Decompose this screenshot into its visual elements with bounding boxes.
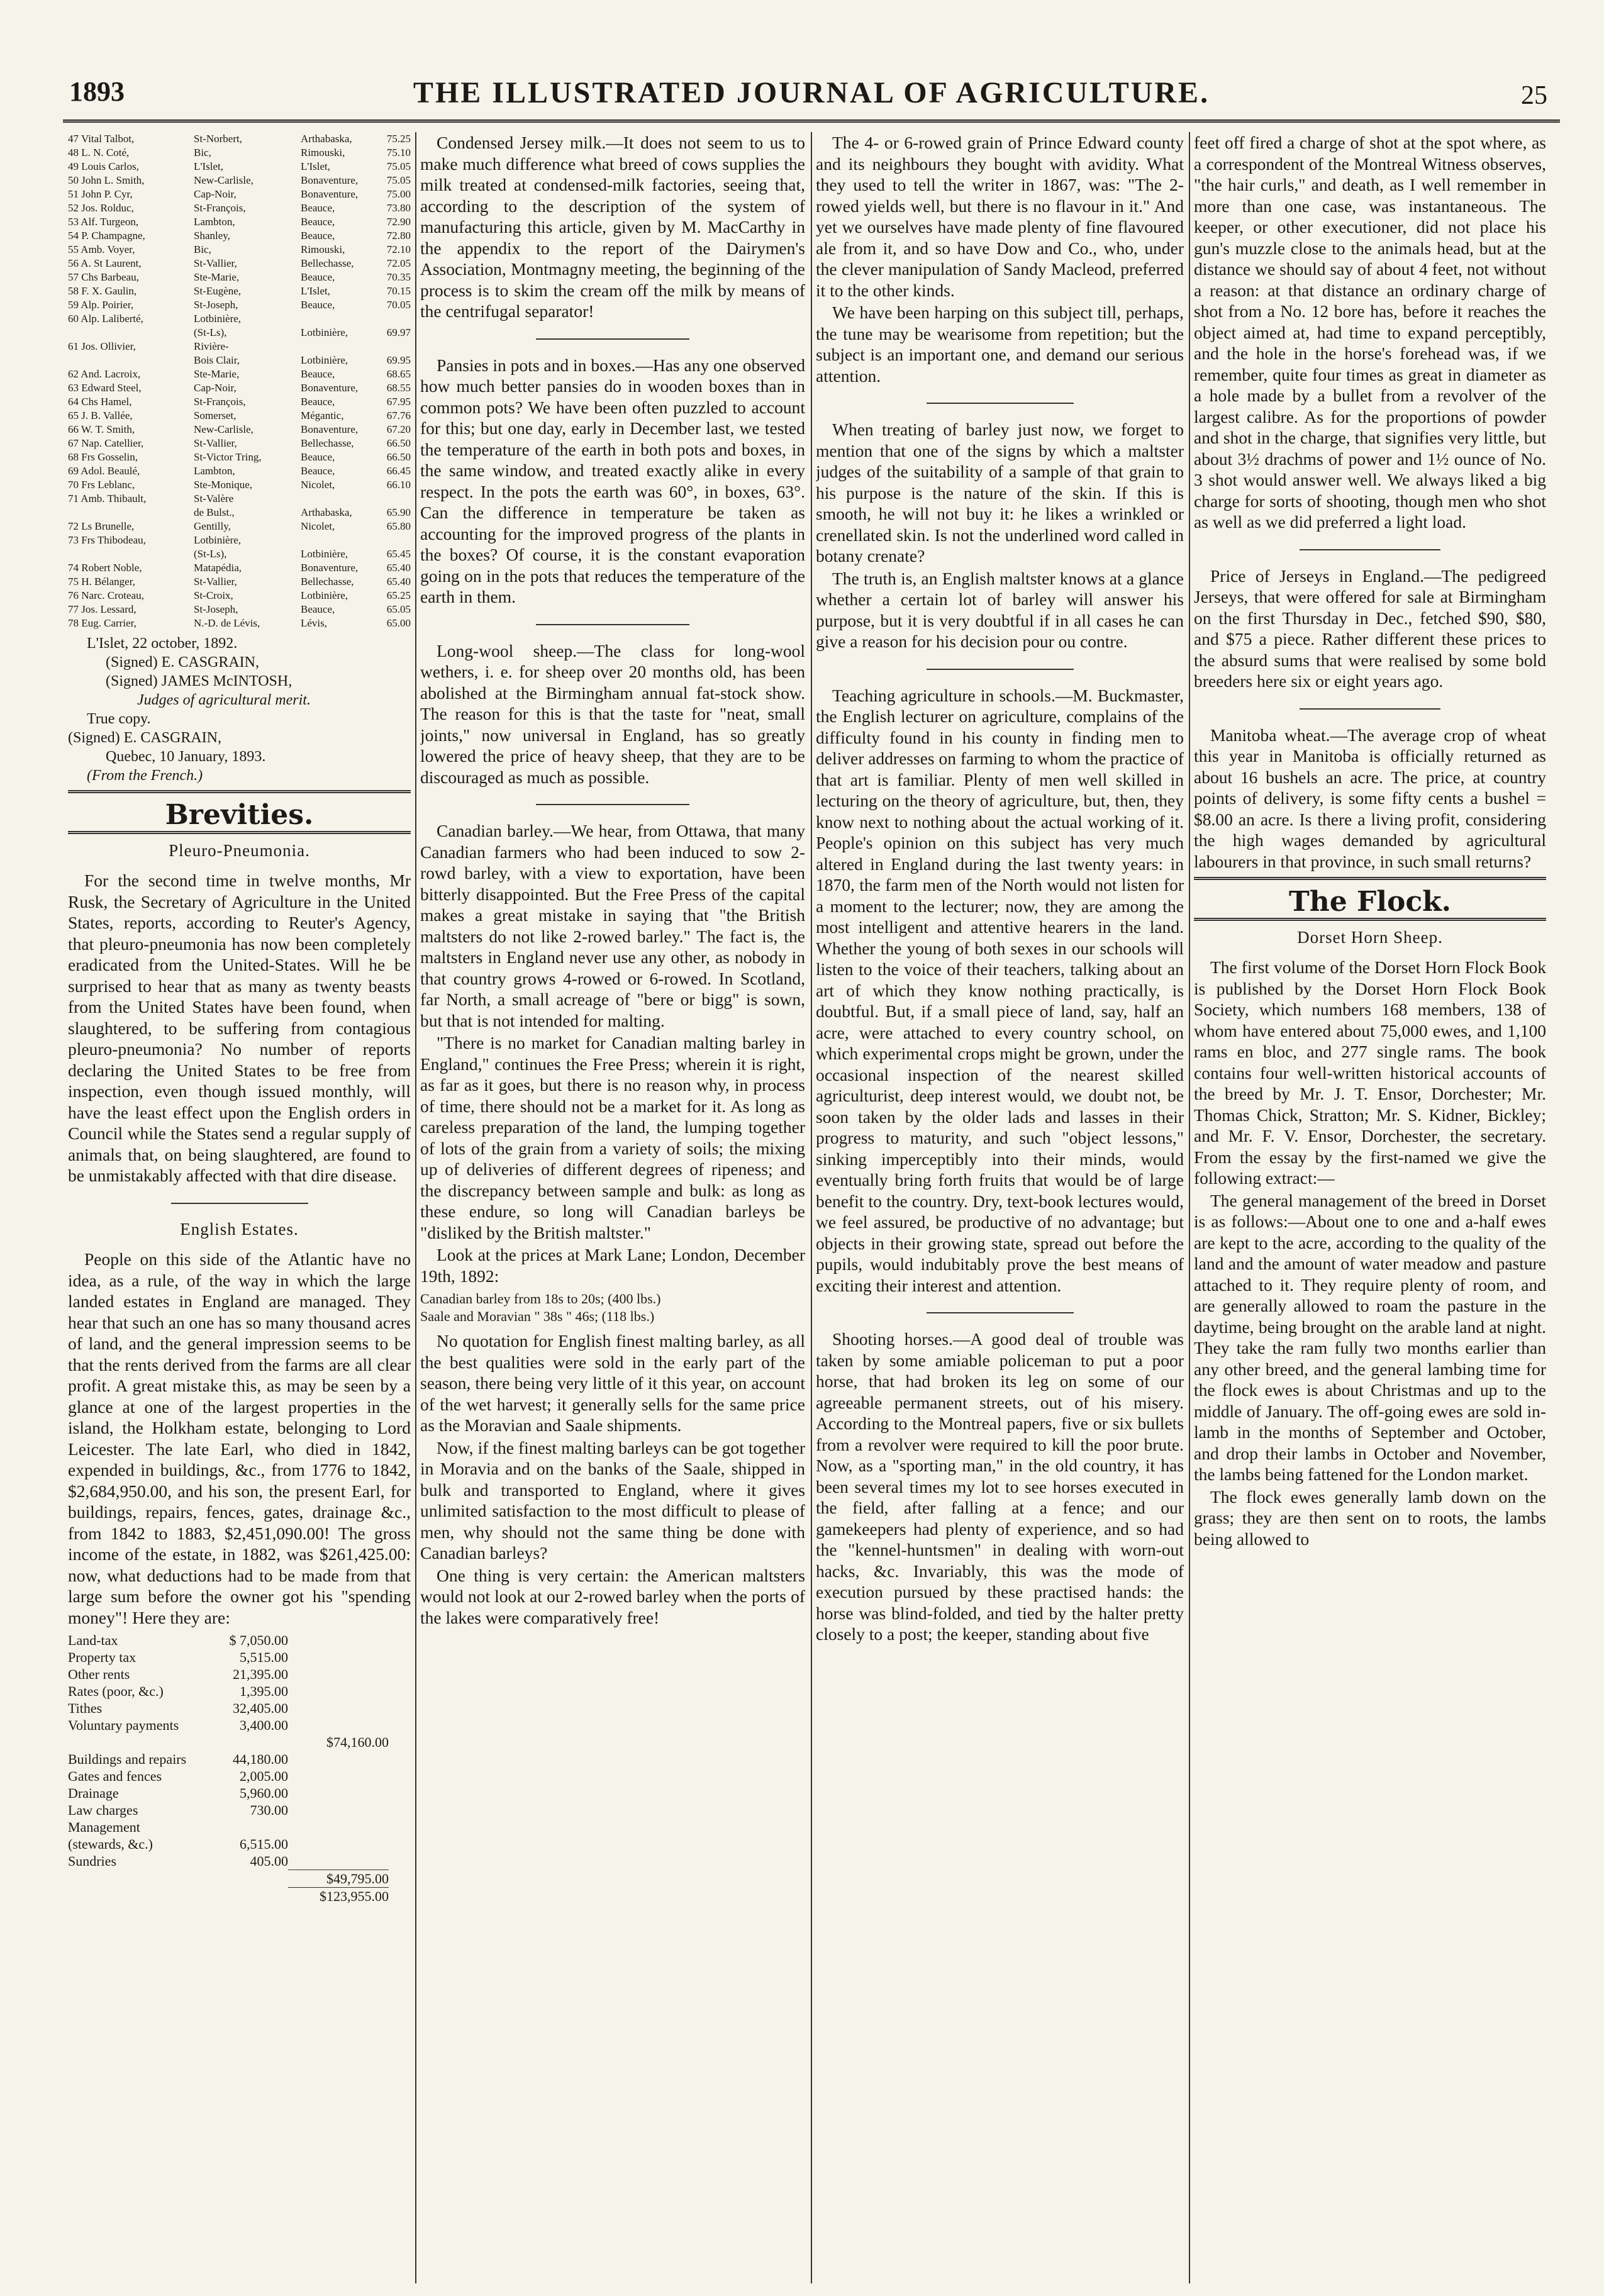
winner-name: 54 P. Champagne,	[68, 230, 145, 242]
winner-name	[68, 547, 194, 561]
column-divider	[1189, 132, 1190, 2283]
teaching-article: Teaching agriculture in schools.—M. Buckmaster, the English lecturer on agriculture, complains of the difficulty found in his county in finding men to deliver addresses on farming to whom the practice of that art is familiar. Plenty of men well skilled in lecturing on the theory of agriculture, but, then, they know next to nothing about the actual working of it. People's opinion on this subject has very much altered in England during the last twenty years: in 1870, the farm men of the North would not listen for a moment to the lecturer; now, they are among the most intelligent and attentive hearers in the land. Whether the young of both sexes in our schools will listen to the voice of their teachers, talking about an art of which they know nothing practically, is doubtful. But, if a small piece of land, say, half an acre, were attached to every country school, on which experimental crops might be grown, under the occasional inspection of the nearest skilled agriculturist, deep interest would, we doubt not, be soon taken by the older lads and lasses in their progress to maturity, and such "object lessons," sinking imperceptibly into their minds, would eventually bring forth fruits that would be of large benefit to the country. Dry, text-book lectures would, we feel assured, be productive of no advantage; but objects in their growing state, spread out before the pupils, would indubitably prove the best means of exciting their interest and attention.	[816, 685, 1184, 1295]
signed-casgrain-2: (Signed) E. CASGRAIN,	[68, 730, 221, 746]
county	[301, 533, 382, 547]
winner-name: 68 Frs Gosselin,	[68, 451, 138, 463]
winner-name: 59 Alp. Poirier,	[68, 299, 134, 311]
score: 75.05	[386, 160, 411, 172]
pleuro-title: Pleuro-Pneumonia.	[169, 840, 310, 860]
county: Rimouski,	[301, 147, 345, 159]
county: Beauce,	[301, 368, 335, 380]
separator	[927, 1312, 1074, 1313]
truth-paragraph: The truth is, an English maltster knows at a glance whether a certain lot of barley will answer his purpose, but it is very doubtful if in all cases he can give a reason for his decision pour ou contre.	[816, 568, 1184, 651]
county: Beauce,	[301, 216, 335, 228]
parish: Bic,	[194, 147, 211, 159]
parish: St-Eugène,	[194, 285, 242, 297]
winner-name: 78 Eug. Carrier,	[68, 617, 136, 629]
section-rule	[68, 831, 411, 834]
parish: St-Vallier,	[194, 257, 237, 269]
winner-name: 75 H. Bélanger,	[68, 576, 135, 588]
prize-row	[68, 395, 411, 409]
parish: St-François,	[194, 396, 246, 408]
score: 66.50	[386, 451, 411, 463]
parish: St-Norbert,	[194, 133, 242, 145]
county: Lotbinière,	[301, 326, 348, 338]
county: Bellechasse,	[301, 437, 354, 449]
score: 70.05	[386, 299, 411, 311]
expense-name: Gates and fences	[68, 1768, 162, 1784]
county: Nicolet,	[301, 479, 335, 491]
dorset-paragraph-2: The general management of the breed in Dorset is as follows:—About one to one and a-half ewes are kept to the acre, according to the quality of the land and the amount of water meadow and pasture attached to it. They require plenty of room, and are generally allowed to roam the pasture in the daytime, being brought on the arable land at night. They take the ram fully two months earlier than any other breed, and the general lambing time for the flock ewes is about Christmas and up to the middle of January. The off-going ewes are sold in-lamb in the months of September and October, and drop their lambs in October and November, the lambs being fattened for the London market.	[1194, 1190, 1546, 1484]
pansies-article: Pansies in pots and in boxes.—Has any one observed how much better pansies do in wooden boxes than in common pots? We have been often puzzled to account for this; but one day, early in December last, we tested the temperature of the earth in both pots and boxes, in the same window, and treated exactly alike in every respect. In the pots the earth was 60°, in boxes, 63°. Can the difference in temperature be taken as accounting for the improved progress of the plants in the boxes? Of course, it is the constant evaporation going on in the pots that reduces the temperature of the earth in them.	[420, 355, 805, 606]
score: 75.25	[386, 133, 411, 145]
separator	[536, 338, 690, 340]
prize-row	[68, 215, 411, 229]
parish: St-Joseph,	[194, 603, 238, 615]
winner-name: 64 Chs Hamel,	[68, 396, 132, 408]
winner-name: 57 Chs Barbeau,	[68, 271, 139, 283]
judges-line: Judges of agricultural merit.	[137, 692, 311, 708]
score	[382, 533, 411, 547]
score: 66.45	[386, 465, 411, 477]
expense-row	[68, 1649, 411, 1666]
parish: Ste-Marie,	[194, 368, 240, 380]
county: Lotbinière,	[301, 589, 348, 601]
prize-row	[68, 354, 411, 367]
score: 66.10	[386, 479, 411, 491]
county: Bonaventure,	[301, 174, 359, 186]
header-rule	[63, 120, 1560, 123]
county: Beauce,	[301, 271, 335, 283]
expense-name: (stewards, &c.)	[68, 1836, 153, 1852]
separator	[1300, 708, 1440, 710]
prize-row	[68, 506, 411, 520]
score: 65.40	[386, 576, 411, 588]
winner-name: 50 John L. Smith,	[68, 174, 145, 186]
parish: Somerset,	[194, 410, 237, 421]
winner-name: 77 Jos. Lessard,	[68, 603, 136, 615]
grain-paragraph: The 4- or 6-rowed grain of Prince Edward county and its neighbours they bought with avidity. What they used to tell the writer in 1867, was: "The 2-rowed yields well, but there is no flavour in it." And yet we ourselves have made plenty of fine flavoured ale from it, and so have Dow and Co., who, under the clever manipulation of Sandy Macleod, preferred it to the other kinds.	[816, 133, 1184, 300]
county: Lotbinière,	[301, 354, 348, 366]
score: 72.80	[386, 230, 411, 242]
score: 70.15	[386, 285, 411, 297]
county: Nicolet,	[301, 520, 335, 532]
barley-paragraph-6: One thing is very certain: the American maltsters would not look at our 2-rowed barley when the ports of the lakes were comparatively free!	[420, 1565, 805, 1627]
score: 69.95	[386, 354, 411, 366]
winner-name: 51 John P. Cyr,	[68, 188, 133, 200]
county: Bonaventure,	[301, 382, 359, 394]
barley-paragraph-3: Look at the prices at Mark Lane; London, December 19th, 1892:	[420, 1245, 805, 1286]
county: Arthabaska,	[301, 506, 352, 518]
parish: Cap-Noir,	[194, 382, 237, 394]
column-4	[1194, 132, 1546, 2271]
winner-name: 73 Frs Thibodeau,	[68, 534, 146, 546]
parish: St-Valère	[194, 493, 234, 504]
expense-value: 6,515.00	[240, 1836, 288, 1852]
winner-name: 53 Alf. Turgeon,	[68, 216, 139, 228]
expense-row	[68, 1632, 411, 1649]
prize-row	[68, 284, 411, 298]
expenses-table	[68, 1632, 411, 1905]
expense-value: 1,395.00	[240, 1683, 288, 1699]
county: Beauce,	[301, 465, 335, 477]
prize-row	[68, 492, 411, 506]
parish: L'Islet,	[194, 160, 223, 172]
prize-row	[68, 437, 411, 450]
score	[382, 492, 411, 506]
condensed-milk-article: Condensed Jersey milk.—It does not seem to us to make much difference what breed of cows supplies the milk treated at condensed-milk factories, seeing that, according to the description of the system of manufacturing this article, given by M. MacCarthy in the appendix to the report of the Dairymen's Association, Montmagny meeting, the beginning of the process is to skim the cream off the milk by means of the centrifugal separator!	[420, 133, 805, 321]
county: Lévis,	[301, 617, 328, 629]
county	[301, 312, 382, 326]
county: Beauce,	[301, 603, 335, 615]
score: 65.25	[386, 589, 411, 601]
score: 72.10	[386, 243, 411, 255]
prize-row	[68, 187, 411, 201]
dorset-paragraph-1: The first volume of the Dorset Horn Flock Book is published by the Dorset Horn Flock Book Society, which numbers 168 members, 138 of whom have entered about 75,000 ewes, and 1,100 rams en bloc, and 277 single rams. The book contains four well-written historical accounts of the breed by Mr. J. T. Ensor, Dorchester; Mr. Thomas Chick, Stratton; Mr. S. Kidner, Bickley; and Mr. F. V. Ensor, Dorchester, the secretary. From the essay by the first-named we give the following extract:—	[1194, 957, 1546, 1188]
winner-name: 49 Louis Carlos,	[68, 160, 139, 172]
parish: St-Croix,	[194, 589, 233, 601]
score: 65.80	[386, 520, 411, 532]
prize-row	[68, 450, 411, 464]
winner-name: 74 Robert Noble,	[68, 562, 142, 574]
dorset-title: Dorset Horn Sheep.	[1297, 927, 1443, 947]
prize-row	[68, 257, 411, 270]
header-title: THE ILLUSTRATED JOURNAL OF AGRICULTURE.	[413, 76, 1210, 109]
prize-row	[68, 298, 411, 312]
expense-name: Other rents	[68, 1666, 130, 1682]
prize-row	[68, 132, 411, 146]
expense-value: 21,395.00	[233, 1666, 288, 1682]
separator	[536, 624, 690, 625]
prize-row	[68, 243, 411, 257]
expense-row	[68, 1717, 411, 1734]
true-copy: True copy.	[87, 711, 151, 727]
expense-name: Tithes	[68, 1700, 103, 1716]
signed-mcintosh: (Signed) JAMES McINTOSH,	[106, 673, 292, 689]
prize-row	[68, 409, 411, 423]
winner-name: 61 Jos. Ollivier,	[68, 340, 136, 352]
winner-name: 52 Jos. Rolduc,	[68, 202, 134, 214]
expense-name: Buildings and repairs	[68, 1751, 187, 1767]
score: 65.40	[386, 562, 411, 574]
parish: St-Joseph,	[194, 299, 238, 311]
section-rule	[68, 790, 411, 793]
county: Rimouski,	[301, 243, 345, 255]
parish: Gentilly,	[194, 520, 231, 532]
prize-list	[68, 132, 411, 630]
county: Mégantic,	[301, 410, 344, 421]
score: 67.76	[386, 410, 411, 421]
jerseys-article: Price of Jerseys in England.—The pedigreed Jerseys, that were offered for sale at Birmingham on the first Thursday in Dec., fetched $90, $80, and $75 a piece. Rather different these prices to the absurd sums that were realised by some bold breeders here six or eight years ago.	[1194, 566, 1546, 691]
county: Beauce,	[301, 396, 335, 408]
parish: Lotbinière,	[194, 534, 242, 546]
prize-row	[68, 326, 411, 340]
expense-value: $ 7,050.00	[229, 1632, 288, 1648]
score: 65.45	[386, 548, 411, 560]
winner-name: 48 L. N. Coté,	[68, 147, 130, 159]
winner-name: 72 Ls Brunelle,	[68, 520, 135, 532]
barley-paragraph-2: "There is no market for Canadian malting barley in England," continues the Free Press; wherein it is right, as far as it goes, but there is no reason why, in process of time, there should not be a market for it. As long as careless preparation of the land, the lumping together of lots of the grain from a variety of soils; the mixing up of deliveries of different degrees of ripeness; and the discrepancy between sample and bulk: as long as these endure, so long will Canadian barleys be "disliked by the British maltster."	[420, 1033, 805, 1242]
parish: Ste-Monique,	[194, 479, 253, 491]
prize-row	[68, 616, 411, 630]
parish: Ste-Marie,	[194, 271, 240, 283]
place-date: L'Islet, 22 october, 1892.	[87, 635, 238, 652]
county: Beauce,	[301, 230, 335, 242]
grand-total: $123,955.00	[288, 1887, 389, 1905]
winner-name: 62 And. Lacroix,	[68, 368, 141, 380]
signed-casgrain: (Signed) E. CASGRAIN,	[106, 654, 259, 671]
column-3	[816, 132, 1184, 2271]
score: 68.65	[386, 368, 411, 380]
winner-name: 55 Amb. Voyer,	[68, 243, 135, 255]
expense-value	[206, 1819, 288, 1836]
parish: Bic,	[194, 243, 211, 255]
county	[301, 340, 382, 354]
expense-row	[68, 1853, 411, 1870]
barley-paragraph-4: No quotation for English finest malting barley, as all the best qualities were sold in the early part of the season, there being very little of it this year, on account of the wet harvest; it generally sells for the same price as the Moravian and Saale shipments.	[420, 1331, 805, 1435]
parish: (St-Ls),	[194, 326, 227, 338]
winner-name	[68, 506, 194, 520]
flock-title: The Flock.	[1289, 886, 1451, 918]
expense-name: Drainage	[68, 1785, 119, 1801]
shooting-continued: feet off fired a charge of shot at the spot where, as a correspondent of the Montreal Witness observes, "the hair curls," and death, as I well remember in more than one case, was instantaneous. The keeper, or other executioner, did not place his gun's muzzle close to the animals head, but at the distance we should say of about 4 feet, not without a reason: at that distance an ordinary charge of shot from a No. 12 bore has, before it reaches the object aimed at, had time to expand perceptibly, and the hole in the horse's forehead was, if we remember, quite four times as great in diameter as a hole made by a bullet from a revolver of the largest calibre. As for the proportions of powder and shot in the charge, that signifies very little, but about 3½ drachms of power and 1½ ounce of No. 3 shot would answer well. We always liked a big charge for sorts of shooting, though men who shot as well as we did preferred a light load.	[1194, 133, 1546, 532]
barley-article: Canadian barley.—We hear, from Ottawa, that many Canadian farmers who had been induced to sow 2-rowd barley, with a view to exportation, have been bitterly disappointed. But the Free Press of the capital makes a great mistake in saying that "the British maltsters do not like 2-rowed barley." The fact is, the maltsters in England never use any other, as nobody in that country grows 4-rowed or 6-rowed. In Scotland, far North, a small acreage of "bere or bigg" is sown, but that is not intended for malting.	[420, 821, 805, 1030]
score: 75.00	[386, 188, 411, 200]
prize-row	[68, 201, 411, 215]
expense-name: Sundries	[68, 1853, 116, 1869]
prize-row	[68, 533, 411, 547]
expense-value: 730.00	[250, 1802, 288, 1818]
winner-name: 71 Amb. Thibault,	[68, 493, 147, 504]
prize-row	[68, 423, 411, 437]
column-divider	[811, 132, 812, 2283]
brevities-title: Brevities.	[165, 799, 314, 831]
winner-name: 60 Alp. Laliberté,	[68, 313, 143, 325]
prize-row	[68, 367, 411, 381]
parish: Lambton,	[194, 465, 235, 477]
score: 68.55	[386, 382, 411, 394]
longwool-article: Long-wool sheep.—The class for long-wool wethers, i. e. for sheep over 20 months old, has been abolished at the Birmingham annual fat-stock show. The reason for this is that the taste for "neat, small joints," now universal in England, has so greatly lowered the price of heavy sheep, that they are to be discouraged as much as possible.	[420, 640, 805, 787]
prize-row	[68, 464, 411, 478]
prize-row	[68, 381, 411, 395]
winner-name	[68, 354, 194, 367]
prize-row	[68, 561, 411, 575]
score: 65.00	[386, 617, 411, 629]
score: 72.90	[386, 216, 411, 228]
score: 70.35	[386, 271, 411, 283]
expense-name: Law charges	[68, 1802, 138, 1818]
parish: New-Carlisle,	[194, 423, 253, 435]
winner-name: 56 A. St Laurent,	[68, 257, 142, 269]
county: Beauce,	[301, 451, 335, 463]
county: Beauce,	[301, 202, 335, 214]
treating-paragraph: When treating of barley just now, we forget to mention that one of the signs by which a maltster judges of the suitability of a sample of that grain to his purpose is the nature of the skin. If this is smooth, he will not buy it: he likes a wrinkled or crenellated skin. Is not the underlined word called in botany crenate?	[816, 420, 1184, 566]
expense-value: 405.00	[250, 1853, 288, 1869]
score	[382, 340, 411, 354]
county: Bonaventure,	[301, 562, 359, 574]
score: 65.90	[386, 506, 411, 518]
column-2	[420, 132, 805, 2271]
expense-value: 32,405.00	[233, 1700, 288, 1716]
parish: Bois Clair,	[194, 354, 240, 366]
winner-name: 76 Narc. Croteau,	[68, 589, 144, 601]
parish: St-Victor Tring,	[194, 451, 262, 463]
score: 73.80	[386, 202, 411, 214]
parish: St-François,	[194, 202, 246, 214]
county: L'Islet,	[301, 160, 330, 172]
county: Bellechasse,	[301, 257, 354, 269]
county: L'Islet,	[301, 285, 330, 297]
winner-name: 63 Edward Steel,	[68, 382, 142, 394]
prize-row	[68, 340, 411, 354]
parish: Lambton,	[194, 216, 235, 228]
expense-row	[68, 1666, 411, 1683]
barley-paragraph-5: Now, if the finest malting barleys can be got together in Moravia and on the banks of the Saale, shipped in bulk and transported to England, where it gives unlimited satisfaction to the most difficult to please of men, why should not the same thing be done with Canadian barleys?	[420, 1437, 805, 1563]
county	[301, 492, 382, 506]
prize-row	[68, 160, 411, 174]
county: Bellechasse,	[301, 576, 354, 588]
score: 75.10	[386, 147, 411, 159]
separator	[927, 403, 1074, 404]
winner-name: 67 Nap. Catellier,	[68, 437, 144, 449]
score: 66.50	[386, 437, 411, 449]
quebec-date: Quebec, 10 January, 1893.	[106, 749, 266, 765]
parish: de Bulst.,	[194, 506, 235, 518]
expenses-group-1	[68, 1632, 411, 1734]
winner-name: 65 J. B. Vallée,	[68, 410, 133, 421]
score: 75.05	[386, 174, 411, 186]
expense-row	[68, 1683, 411, 1700]
dorset-paragraph-3: The flock ewes generally lamb down on the grass; they are then sent on to roots, the lambs being allowed to	[1194, 1486, 1546, 1549]
header-year: 1893	[69, 76, 125, 107]
county: Lotbinière,	[301, 548, 348, 560]
score: 72.05	[386, 257, 411, 269]
county: Bonaventure,	[301, 423, 359, 435]
score: 67.20	[386, 423, 411, 435]
parish: St-Vallier,	[194, 576, 237, 588]
estates-title: English Estates.	[180, 1219, 299, 1239]
county: Beauce,	[301, 299, 335, 311]
signature-block	[68, 634, 411, 785]
score: 69.97	[386, 326, 411, 338]
expense-name: Management	[68, 1819, 140, 1835]
pleuro-text: For the second time in twelve months, Mr Rusk, the Secretary of Agriculture in the United States, reports, according to Reuter's Agency, that pleuro-pneumonia has now been completely eradicated from the United-States. Will he be surprised to hear that as many as twenty beasts from the United States have been found, when slaughtered, to be suffering from contagious pleuro-pneumonia? No number of reports declaring the United States to be free from inspection, even though issued monthly, will have the least effect upon the English orders in Council while the States send a regular supply of animals that, on being slaughtered, are found to be unmistakably affected with that dire disease.	[68, 871, 411, 1185]
prize-row	[68, 575, 411, 589]
expense-value: 5,960.00	[240, 1785, 288, 1801]
prize-row	[68, 603, 411, 616]
winner-name: 70 Frs Leblanc,	[68, 479, 135, 491]
winner-name: 69 Adol. Beaulé,	[68, 465, 140, 477]
parish: Cap-Noir,	[194, 188, 237, 200]
expense-name: Voluntary payments	[68, 1717, 179, 1733]
prize-row	[68, 229, 411, 243]
parish: (St-Ls),	[194, 548, 227, 560]
expense-row	[68, 1836, 411, 1853]
subtotal-1: $74,160.00	[326, 1734, 389, 1750]
barley-prices	[420, 1290, 805, 1325]
parish: Shanley,	[194, 230, 230, 242]
expense-name: Rates (poor, &c.)	[68, 1683, 164, 1699]
expense-row	[68, 1802, 411, 1819]
county: Arthabaska,	[301, 133, 352, 145]
shooting-article: Shooting horses.—A good deal of trouble was taken by some amiable policeman to put a poor horse, that had broken its leg on some of our agreeable permanent streets, out of his misery. According to the Montreal papers, five or six bullets from a revolver were required to kill the poor brute. Now, as a "sporting man," in the old country, it has been several times my lot to see horses executed in the field, after falling at a fence; and our gamekeepers had plenty of experience, and so had the "kennel-huntsmen" in dealing with worn-out hacks, &c. Invariably, this was the mode of execution pursued by these practised hands: the horse was blind-folded, and tied by the halter pretty closely to a post; the keeper, standing about five	[816, 1329, 1184, 1644]
prize-row	[68, 312, 411, 326]
expense-row	[68, 1751, 411, 1768]
prize-row	[68, 478, 411, 492]
column-divider	[415, 132, 416, 2283]
page-number: 25	[1521, 81, 1547, 110]
subtotal-2: $49,795.00	[288, 1870, 389, 1887]
prize-row	[68, 589, 411, 603]
price-canadian: Canadian barley from 18s to 20s; (400 lbs.)	[420, 1291, 661, 1307]
county: Bonaventure,	[301, 188, 359, 200]
prize-row	[68, 270, 411, 284]
expense-row	[68, 1819, 411, 1836]
separator	[536, 804, 690, 805]
price-saale: Saale and Moravian " 38s " 46s; (118 lbs.)	[420, 1308, 655, 1324]
expense-value: 3,400.00	[240, 1717, 288, 1733]
section-rule	[1194, 918, 1546, 921]
manitoba-article: Manitoba wheat.—The average crop of wheat this year in Manitoba is officially returned as about 16 bushels an acre. The price, at country points of delivery, is some fifty cents a bushel = $8.00 an acre. Is there a living profit, considering the high wages demanded by agricultural labourers in that province, in such small returns?	[1194, 725, 1546, 871]
winner-name: 47 Vital Talbot,	[68, 133, 135, 145]
winner-name: 66 W. T. Smith,	[68, 423, 135, 435]
expenses-group-2	[68, 1751, 411, 1870]
score	[382, 312, 411, 326]
expense-name: Property tax	[68, 1649, 136, 1665]
estates-text: People on this side of the Atlantic have no idea, as a rule, of the way in which the large landed estates in England are managed. They hear that such an one has so many thousand acres of land, and the general impression seems to be that the rents derived from the farms are all clear profit. A great mistake this, as may be seen by a glance at one of the largest properties in the island, the Holkham estate, belonging to Lord Leicester. The late Earl, who died in 1842, expended in buildings, &c., from 1776 to 1842, $2,684,950.00, and his son, the present Earl, for buildings, repairs, fences, gates, drainage &c., from 1842 to 1883, $2,451,090.00! The gross income of the estate, in 1882, was $261,425.00: now, what deductions had to be made from that large sum before the owner got his "spending money"! Here they are:	[68, 1249, 411, 1627]
page-header	[63, 75, 1560, 132]
separator	[927, 669, 1074, 670]
winner-name	[68, 326, 194, 340]
parish: Lotbinière,	[194, 313, 242, 325]
section-rule	[1194, 877, 1546, 880]
column-1	[68, 132, 411, 2271]
prize-row	[68, 547, 411, 561]
score: 67.95	[386, 396, 411, 408]
score: 65.05	[386, 603, 411, 615]
separator	[1300, 549, 1440, 550]
harping-paragraph: We have been harping on this subject till, perhaps, the tune may be wearisome from repetition; but the subject is an important one, and demand our serious attention.	[816, 303, 1184, 386]
expense-value: 44,180.00	[233, 1751, 288, 1767]
parish: Matapédia,	[194, 562, 242, 574]
parish: N.-D. de Lévis,	[194, 617, 260, 629]
winner-name: 58 F. X. Gaulin,	[68, 285, 137, 297]
prize-row	[68, 174, 411, 187]
prize-row	[68, 520, 411, 533]
expense-value: 2,005.00	[240, 1768, 288, 1784]
parish: St-Vallier,	[194, 437, 237, 449]
expense-row	[68, 1768, 411, 1785]
expense-value: 5,515.00	[240, 1649, 288, 1665]
parish: Rivière-	[194, 340, 229, 352]
expense-name: Land-tax	[68, 1632, 118, 1648]
parish: New-Carlisle,	[194, 174, 253, 186]
expense-row	[68, 1785, 411, 1802]
prize-row	[68, 146, 411, 160]
from-french: (From the French.)	[87, 767, 203, 784]
expense-row	[68, 1700, 411, 1717]
separator	[171, 1203, 308, 1204]
